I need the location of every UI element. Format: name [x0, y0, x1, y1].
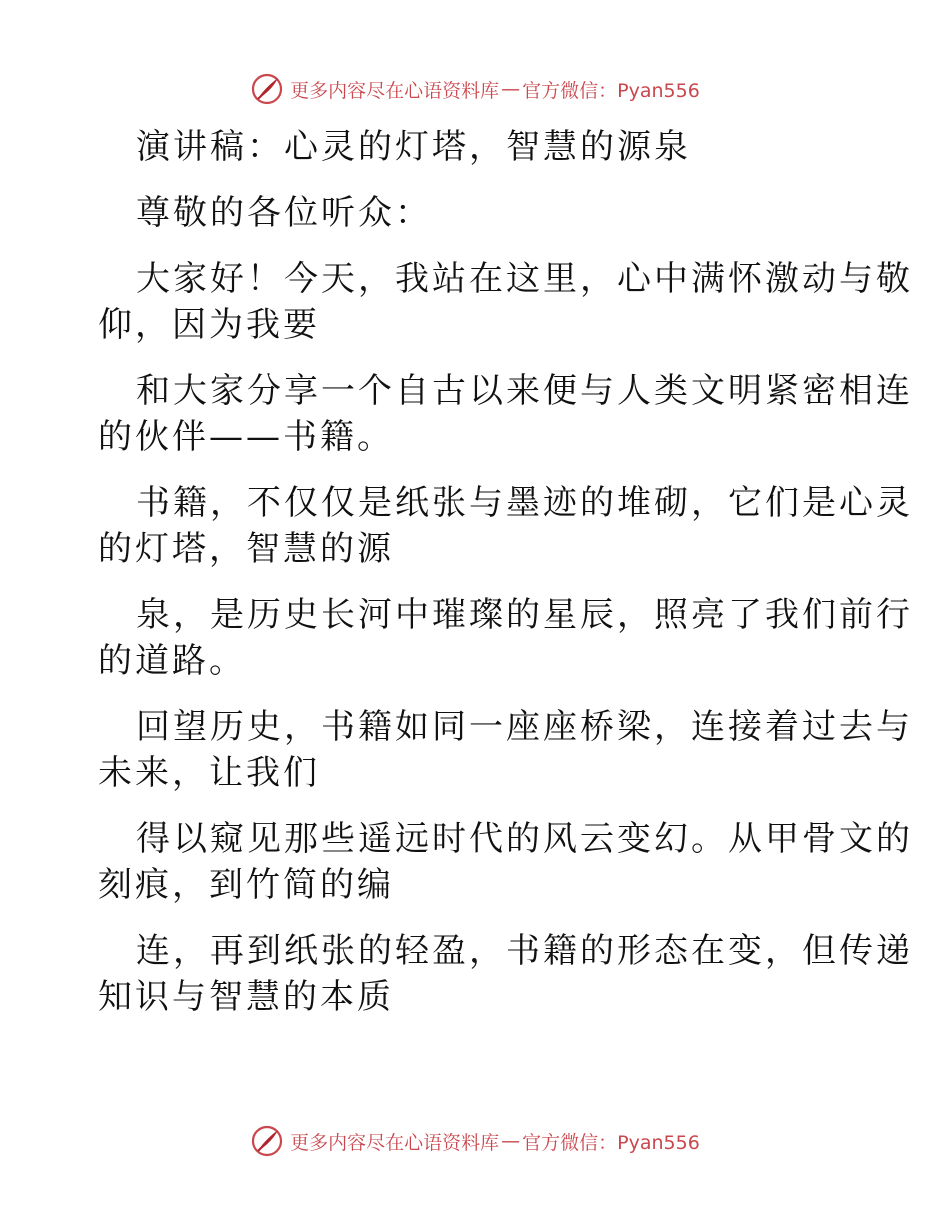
- quill-logo-icon: [250, 72, 284, 106]
- watermark-text: 更多内容尽在心语资料库: [290, 1131, 500, 1154]
- watermark-contact: 官方微信：Pyan556: [522, 79, 700, 102]
- watermark-contact: 官方微信：Pyan556: [522, 1131, 700, 1154]
- speech-title: 演讲稿：心灵的灯塔，智慧的源泉: [136, 127, 691, 167]
- paragraph-line: 知识与智慧的本质: [98, 977, 394, 1017]
- watermark-text: 更多内容尽在心语资料库: [290, 79, 500, 102]
- paragraph-line: 泉，是历史长河中璀璨的星辰，照亮了我们前行: [136, 595, 913, 635]
- speech-body: [98, 124, 913, 1020]
- paragraph-line: 的道路。: [98, 641, 246, 681]
- paragraph-line: 的伙伴——书籍。: [98, 417, 394, 457]
- paragraph-line: 的灯塔，智慧的源: [98, 529, 394, 569]
- footer-watermark: [0, 1124, 950, 1158]
- paragraph-line: 连，再到纸张的轻盈，书籍的形态在变，但传递: [136, 931, 913, 971]
- salutation: 尊敬的各位听众：: [136, 193, 432, 233]
- paragraph-line: 仰，因为我要: [98, 305, 320, 345]
- paragraph-line: 书籍，不仅仅是纸张与墨迹的堆砌，它们是心灵: [136, 483, 913, 523]
- watermark-separator: —: [501, 1130, 521, 1152]
- quill-logo-icon: [250, 1124, 284, 1158]
- paragraph-line: 和大家分享一个自古以来便与人类文明紧密相连: [136, 371, 913, 411]
- paragraph-line: 未来，让我们: [98, 753, 320, 793]
- paragraph-line: 回望历史，书籍如同一座座桥梁，连接着过去与: [136, 707, 913, 747]
- header-watermark: [0, 72, 950, 106]
- paragraph-line: 刻痕，到竹简的编: [98, 865, 394, 905]
- paragraph-line: 大家好！今天，我站在这里，心中满怀激动与敬: [136, 259, 913, 299]
- paragraph-line: 得以窥见那些遥远时代的风云变幻。从甲骨文的: [136, 819, 913, 859]
- watermark-separator: —: [501, 78, 521, 100]
